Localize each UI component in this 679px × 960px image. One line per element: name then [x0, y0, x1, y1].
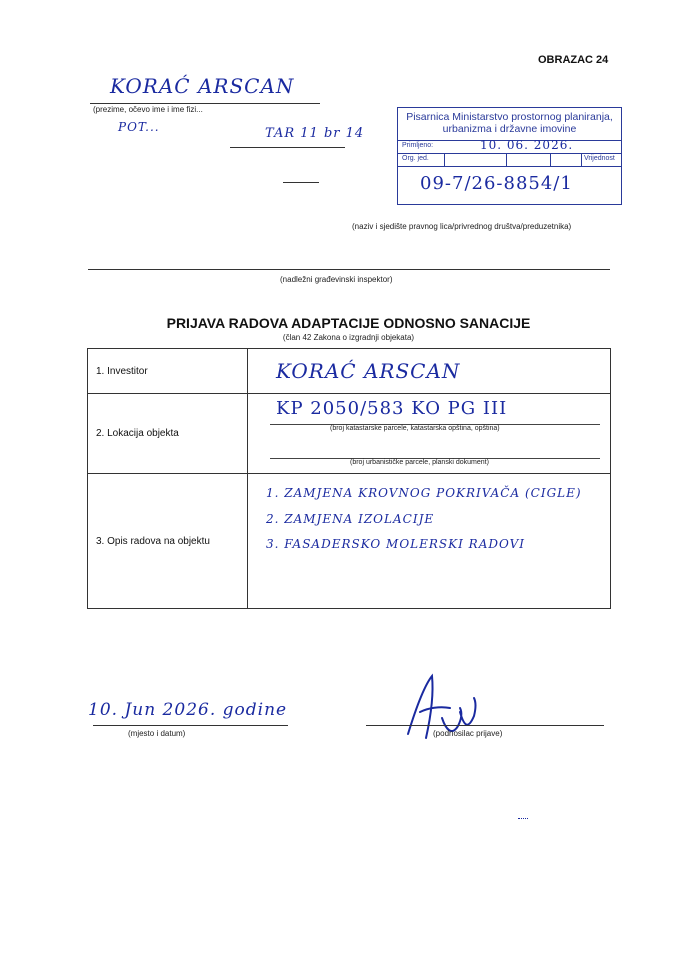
inspector-line — [88, 269, 610, 270]
investor-cell — [248, 349, 611, 394]
works-item-2: 2. ZAMJENA IZOLACIJE — [266, 512, 435, 526]
form-number: OBRAZAC 24 — [538, 54, 609, 66]
applicant-caption: (prezime, očevo ime i ime fizi... — [93, 105, 203, 114]
investor-row — [88, 349, 611, 394]
location-value: KP 2050/583 KO PG III — [276, 398, 508, 419]
short-line — [283, 182, 319, 183]
form-subtitle: (član 42 Zakona o izgradnji objekata) — [282, 333, 415, 342]
applicant-address-extra: TAR 11 br 14 — [265, 126, 365, 141]
investor-label: 1. Investitor — [88, 349, 248, 394]
location-label: 2. Lokacija objekta — [88, 394, 248, 474]
inspector-caption: (nadležni građevinski inspektor) — [280, 275, 393, 284]
signature-line — [366, 725, 604, 726]
works-row — [88, 474, 611, 609]
date-caption: (mjesto i datum) — [128, 729, 186, 738]
works-item-3: 3. FASADERSKO MOLERSKI RADOVI — [266, 537, 526, 551]
application-table — [87, 348, 611, 609]
stamp-col1-label: Org. jed. — [402, 155, 429, 162]
applicant-line — [90, 103, 320, 104]
location-caption-urban: (broj urbanističke parcele, planski dokument) — [350, 459, 489, 466]
form-title: PRIJAVA RADOVA ADAPTACIJE ODNOSNO SANACIJE — [166, 315, 531, 331]
location-cell — [248, 394, 611, 474]
applicant-name: KORAĆ ARSCAN — [110, 74, 295, 98]
location-caption-cadastral: (broj katastarske parcele, katastarska opština, opština) — [330, 425, 500, 432]
ink-mark — [518, 818, 528, 822]
stamp-title: Pisarnica Ministarstvo prostornog planiranja, urbanizma i državne imovine — [406, 111, 613, 135]
signer-caption: (podnosilac prijave) — [433, 729, 503, 738]
works-label: 3. Opis radova na objektu — [88, 474, 248, 609]
applicant-address: POT... — [118, 120, 160, 134]
works-cell — [248, 474, 611, 609]
investor-value: KORAĆ ARSCAN — [276, 359, 461, 383]
stamp-col4-label: Vrijednost — [584, 155, 615, 162]
registry-stamp — [397, 107, 622, 205]
stamp-received-date: 10. 06. 2026. — [480, 138, 574, 152]
stamp-reference-number: 09-7/26-8854/1 — [420, 173, 573, 194]
location-row — [88, 394, 611, 474]
date-line — [93, 725, 288, 726]
recipient-caption: (naziv i sjedište pravnog lica/privrednog društva/preduzetnika) — [352, 222, 572, 231]
works-item-1: 1. ZAMJENA KROVNOG POKRIVAČA (CIGLE) — [266, 486, 582, 500]
address-line — [230, 147, 345, 148]
stamp-received-label: Primljeno: — [402, 142, 434, 149]
place-and-date: 10. Jun 2026. godine — [88, 700, 288, 720]
